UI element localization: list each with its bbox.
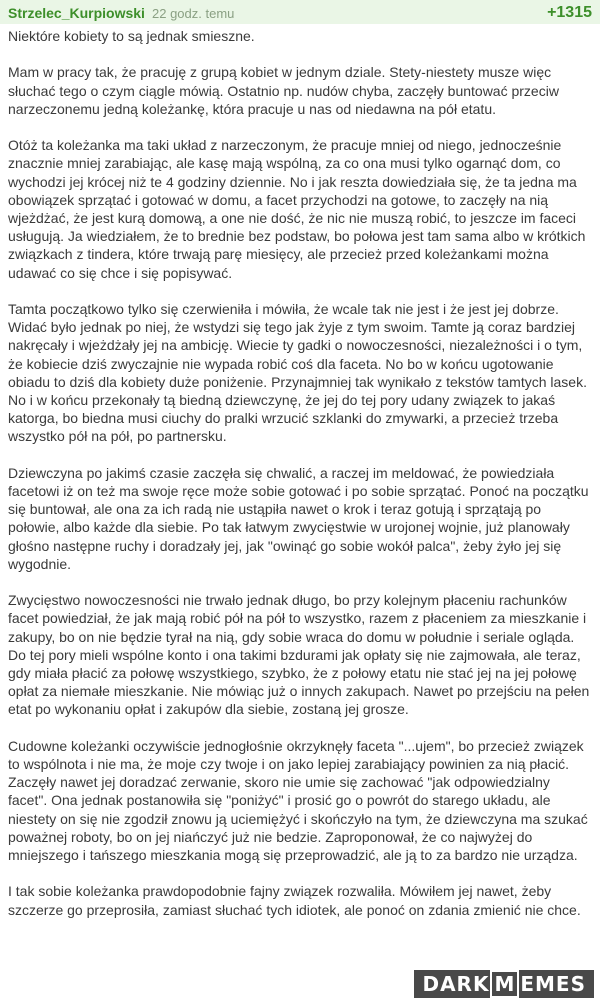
- darkmemes-watermark: [414, 970, 594, 998]
- comment-paragraph-6: Zwycięstwo nowoczesności nie trwało jednak długo, bo przy kolejnym płaceniu rachunków facet powiedział, że jak mają robić pół na pół to wszystko, razem z płaceniem za mieszkanie i zakupy, bo on nie będzie tyrał na nią, gdy sobie wraca do domu w południe i seriale ogląda. Do tej pory mieli wspólne konto i ona takimi bzdurami jak opłaty się nie zajmowała, ale teraz, gdy miała płacić za połowę wszystkiego, szybko, że z połowy etatu nie stać jej na jej połowę opłat za niemałe mieszkanie. Nie mówiąc już o innych zakupach. Nawet po przejściu na pełen etat po wykonaniu opłat i zakupów dla siebie, zostaną jej grosze.: [8, 592, 590, 718]
- comment-score: +1315: [547, 4, 592, 21]
- comment-body: [8, 27, 592, 937]
- comment-paragraph-4: Tamta początkowo tylko się czerwieniła i mówiła, że wcale tak nie jest i że jest jej dobrze. Widać było jednak po niej, że wstydzi się tego jak żyje z tym swoim. Tamte ją coraz bardziej nakręcały i wjeżdżały jej na ambicję. Wiecie ty gadki o nowoczesności, niezależności i o tym, że kobiecie dziś zwyczajnie nie wypada robić coś dla faceta. No bo w końcu ugotowanie obiadu to dziś dla kobiety duże poniżenie. Przynajmniej tak wynikało z tekstów tamtych lasek. No i w końcu przekonały tą biedną dziewczynę, że jej do tej pory udany związek to jakaś katorga, bo biedna musi ciuchy do pralki wrzucić szklanki do zmywarki, a przecież trzeba wszystko pół na pół, po partnersku.: [8, 301, 587, 445]
- comment-timestamp: 22 godz. temu: [152, 6, 235, 21]
- comment-header: [0, 0, 600, 24]
- comment-author-link[interactable]: Strzelec_Kurpiowski: [8, 5, 145, 21]
- comment-paragraph-1: Niektóre kobiety to są jednak smieszne.: [8, 28, 255, 44]
- comment-paragraph-2: Mam w pracy tak, że pracuję z grupą kobiet w jednym dziale. Stety-niestety musze więc słuchać tego o czym ciągle mówią. Ostatnio np. nudów chyba, zaczęły buntować przeciw narzeczonemu jedną koleżankę, która pracuje u nas od niedawna na pół etatu.: [8, 64, 559, 117]
- watermark-text-left: DARK: [422, 972, 490, 996]
- comment-paragraph-3: Otóż ta koleżanka ma taki układ z narzeczonym, że pracuje mniej od niego, jednocześnie znacznie mniej zarabiając, ale kasę mają wspólną, za co ona musi tylko ogarnąć dom, co wychodzi jej krócej niż te 4 godziny dziennie. No i jak reszta dowiedziała się, że ta jedna ma obowiązek sprzątać i gotować w domu, a facet przychodzi na gotowe, to zaczęły na nią wjeżdżać, że jest kurą domową, a one nie dość, że nic nie muszą robić, to jeszcze im faceci usługują. Ja wiedziałem, że to brednie bez podstaw, bo połowa jest tam sama albo w krótkich związkach z tindera, które trwają parę miesięcy, ale przecież przed koleżankami można udawać co się chce i się popisywać.: [8, 137, 586, 281]
- comment-paragraph-5: Dziewczyna po jakimś czasie zaczęła się chwalić, a raczej im meldować, że powiedziała facetowi iż on też ma swoje ręce może sobie gotować i po sobie sprzątać. Ponoć na początku się buntował, ale ona za ich radą nie ustąpiła nawet o krok i teraz gotują i sprzątają po połowie, albo każde dla siebie. Po tak łatwym zwycięstwie w urojonej wojnie, już planowały głośno następne ruchy i doradzały jej, jak "owinąć go sobie wokół palca", żeby żyło jej się wygodnie.: [8, 464, 589, 572]
- watermark-logo-mark: M: [490, 970, 519, 998]
- comment-paragraph-8: I tak sobie koleżanka prawdopodobnie fajny związek rozwaliła. Mówiłem jej nawet, żeby szczerze go przeprosiła, zamiast słuchać tych idiotek, ale ponoć on zdania zmienić nie chce.: [8, 883, 581, 918]
- comment-paragraph-7: Cudowne koleżanki oczywiście jednogłośnie okrzyknęły faceta "...ujem", bo przecież związek to wspólnota i nie ma, że moje czy twoje i on jako lepiej zarabiający powinien za nią płacić. Zaczęły nawet jej doradzać zerwanie, skoro nie umie się zachować "jak odpowiedzialny facet". Ona jednak postanowiła się "poniżyć" i prosić go o powrót do starego układu, ale niestety on się nie zgodził znowu ją uciemiężyć i skończyło na tym, że dziewczyna ma szukać poważnej roboty, bo on jej niańczyć już nie bedzie. Zaproponował, że co najwyżej do mniejszego i tańszego mieszkania mogą się przeprowadzić, ale ją to za bardzo nie urządza.: [8, 737, 588, 864]
- watermark-text-right: EMES: [520, 972, 586, 996]
